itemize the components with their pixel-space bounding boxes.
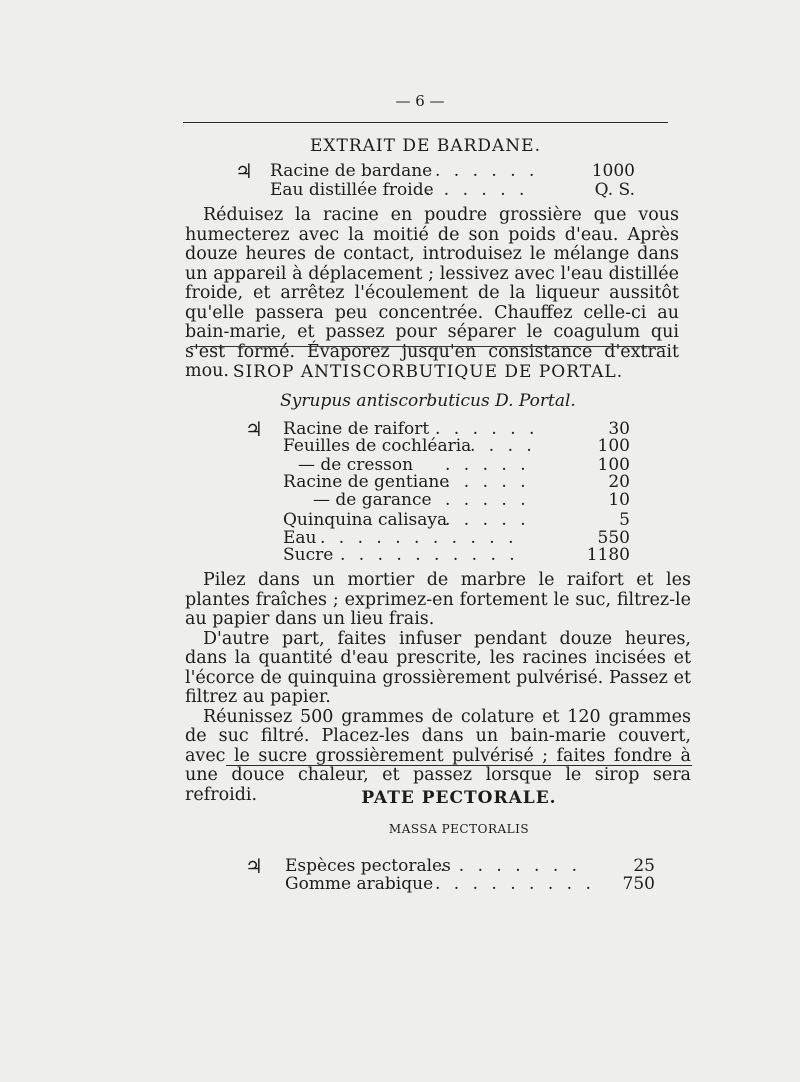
leader-dots: . . . . .: [445, 490, 530, 510]
ingredient-name: Racine de gentiane: [283, 472, 450, 492]
leader-dots: . . . . . .: [425, 180, 529, 200]
leader-dots: . . . . .: [445, 455, 530, 475]
ingredient-name: Feuilles de cochléaria: [283, 436, 472, 456]
section-body: [185, 206, 679, 382]
ingredient-qty: 100: [597, 455, 630, 475]
ingredient-name: Racine de raifort: [283, 419, 430, 439]
ingredient-name: Quinquina calisaya: [283, 510, 448, 530]
paragraph: D'autre part, faites infuser pendant douze heures, dans la quantité d'eau prescrite, les racines incisées et l'écorce de quinquina grossièrement pulvérisé. Passez et filtrez au papier.: [185, 628, 691, 707]
ingredient-row: [245, 546, 665, 565]
page-number: — 6 —: [395, 92, 445, 110]
section-divider: [190, 346, 666, 347]
ingredient-name: Gomme arabique: [285, 874, 434, 894]
section-title-sirop-antiscorbutique: SIROP ANTISCORBUTIQUE DE PORTAL.: [232, 362, 624, 382]
ingredient-row: [245, 491, 665, 510]
ingredient-qty: 1000: [591, 161, 635, 181]
paragraph: Pilez dans un mortier de marbre le raifort et les plantes fraîches ; exprimez-en fortement le suc, filtrez-le au papier dans un lieu frais.: [185, 570, 691, 629]
section-divider: [226, 765, 692, 766]
ingredient-qty: 550: [597, 528, 630, 548]
section-body: [185, 571, 691, 805]
leader-dots: . . . . . . . . .: [435, 874, 595, 894]
ingredient-row: [245, 875, 665, 894]
ingredient-qty: 25: [633, 856, 655, 876]
leader-dots: . . . . . . . . . .: [340, 545, 519, 565]
ingredient-name: Eau distillée froide: [270, 180, 434, 200]
paragraph: Réunissez 500 grammes de colature et 120 grammes de suc filtré. Placez-les dans un bain-marie couvert, avec le sucre grossièrement pulvérisé ; faites fondre à une douce chaleur, et passez lorsque le sirop sera refroidi.: [185, 706, 691, 805]
leader-dots: . . . . .: [445, 472, 530, 492]
section-title-pate-pectorale: PATE PECTORALE.: [361, 788, 557, 808]
ingredient-qty: 10: [608, 490, 630, 510]
ingredient-name: — de garance: [313, 490, 432, 510]
rx-symbol: ♃: [245, 417, 263, 441]
rx-symbol: ♃: [245, 854, 263, 878]
ingredient-qty: 20: [608, 472, 630, 492]
ingredient-name: — de cresson: [298, 455, 414, 475]
ingredient-qty: 750: [622, 874, 655, 894]
leader-dots: . . . . . . . .: [440, 856, 582, 876]
ingredient-qty: Q. S.: [594, 180, 635, 200]
section-subtitle: MASSA PECTORALIS: [388, 822, 530, 836]
header-rule: [183, 122, 668, 123]
leader-dots: . . . .: [470, 436, 536, 456]
ingredient-name: Espèces pectorales: [285, 856, 451, 876]
section-title-extrait-de-bardane: EXTRAIT DE BARDANE.: [310, 136, 541, 156]
ingredient-qty: 100: [597, 436, 630, 456]
ingredient-row: [245, 437, 665, 456]
ingredient-row: [235, 159, 665, 183]
ingredient-qty: 30: [608, 419, 630, 439]
leader-dots: . . . . . .: [435, 161, 539, 181]
ingredient-qty: 5: [619, 510, 630, 530]
paragraph: Réduisez la racine en poudre grossière que vous humecterez avec la moitié de son poids d'eau. Après douze heures de contact, introduisez le mélange dans un appareil à déplacement ; lessivez avec l'eau distillée froide, et arrêtez l'écoulement de la liqueur aussitôt qu'elle passera peu concentrée. Chauffez celle-ci au bain-marie, et passez pour séparer le coagulum qui s'est formé. Évaporez jusqu'en consistance d'extrait mou.: [185, 205, 679, 381]
leader-dots: . . . . . . . . . . .: [320, 528, 518, 548]
section-subtitle: Syrupus antiscorbuticus D. Portal.: [280, 391, 576, 411]
ingredient-row: [235, 181, 665, 200]
leader-dots: . . . . . .: [435, 419, 539, 439]
leader-dots: . . . . .: [445, 510, 530, 530]
ingredient-name: Eau: [283, 528, 317, 548]
rx-symbol: ♃: [235, 159, 253, 183]
ingredient-qty: 1180: [586, 545, 630, 565]
ingredient-name: Sucre: [283, 545, 334, 565]
ingredient-name: Racine de bardane: [270, 161, 433, 181]
